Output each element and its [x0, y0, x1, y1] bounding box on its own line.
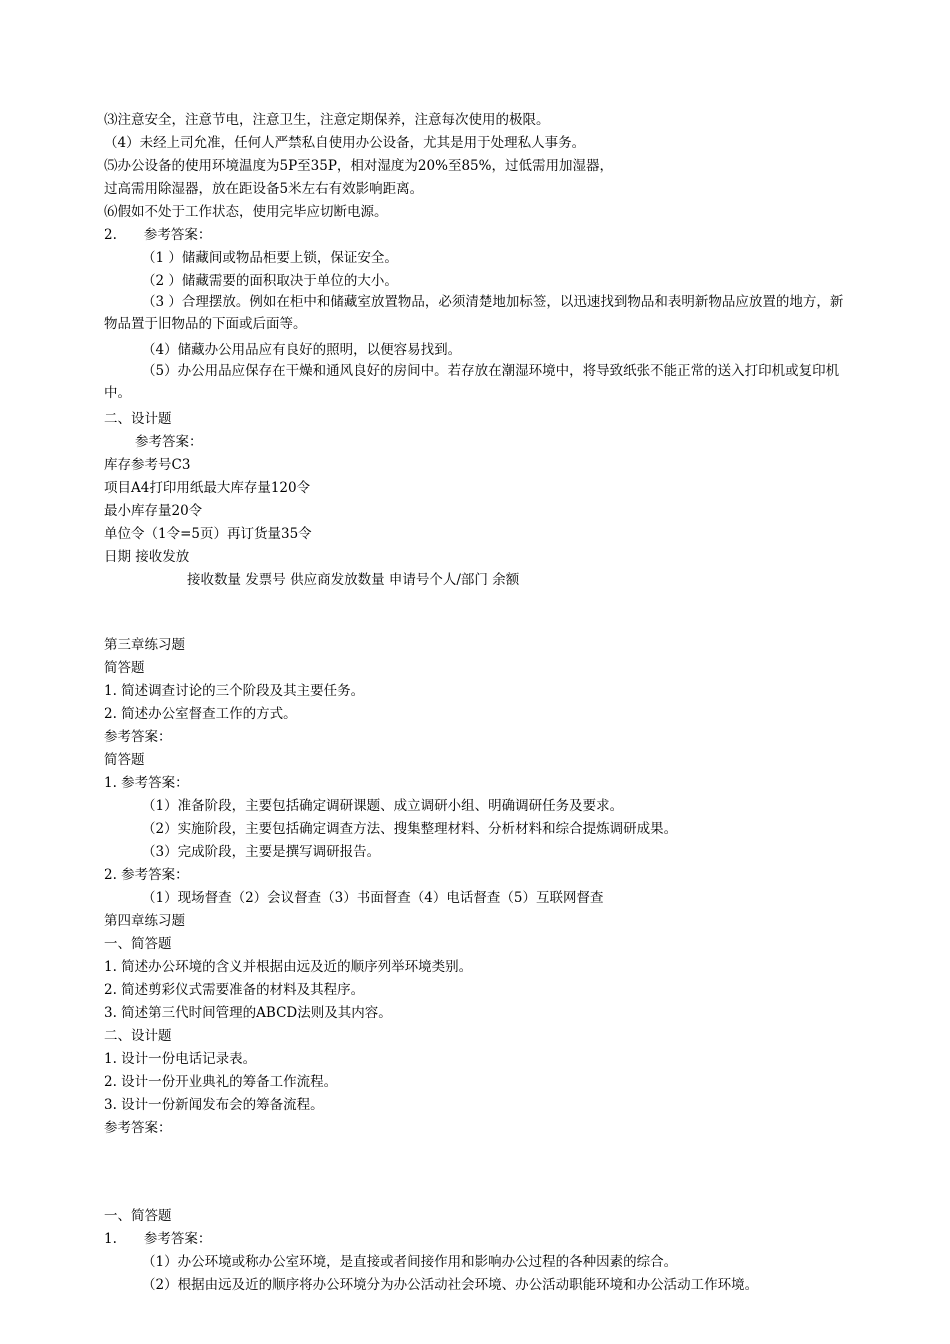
section-heading: 二、设计题: [104, 1028, 172, 1044]
text-line: （1 ）储藏间或物品柜要上锁，保证安全。: [142, 250, 398, 266]
question-line: 2. 设计一份开业典礼的筹备工作流程。: [104, 1074, 338, 1090]
answer-heading: 参考答案：: [104, 1120, 172, 1136]
text-line: （1）办公环境或称办公室环境，是直接或者间接作用和影响办公过程的各种因素的综合。: [142, 1254, 678, 1270]
text-line: 库存参考号C3: [104, 457, 191, 473]
text-line: （3）完成阶段，主要是撰写调研报告。: [142, 844, 381, 860]
text-line: 过高需用除湿器，放在距设备5米左右有效影响距离。: [104, 181, 424, 197]
answer-heading: 1. 参考答案：: [104, 775, 189, 791]
answer-heading: 2. 参考答案：: [104, 867, 189, 883]
text-line: （1）准备阶段，主要包括确定调研课题、成立调研小组、明确调研任务及要求。: [142, 798, 624, 814]
section-heading: 一、简答题: [104, 936, 172, 952]
text-line: （2 ）储藏需要的面积取决于单位的大小。: [142, 273, 398, 289]
text-line: ⑸办公设备的使用环境温度为5P至35P，相对湿度为20%至85%，过低需用加湿器，: [104, 158, 613, 174]
text-line: （2）根据由远及近的顺序将办公环境分为办公活动社会环境、办公活动职能环境和办公活动工作环境。: [142, 1277, 759, 1293]
section-heading: 二、设计题: [104, 411, 172, 427]
answer-heading: 参考答案：: [135, 434, 203, 450]
question-line: 1. 设计一份电话记录表。: [104, 1051, 257, 1067]
question-line: 1. 简述办公环境的含义并根据由远及近的顺序列举环境类别。: [104, 959, 473, 975]
question-line: 1. 简述调查讨论的三个阶段及其主要任务。: [104, 683, 365, 699]
text-paragraph: （3 ）合理摆放。例如在柜中和储藏室放置物品，必须清楚地加标签，以迅速找到物品和表明新物品应放置的地方，新物品置于旧物品的下面或后面等。: [104, 294, 844, 332]
text-line: （4）储藏办公用品应有良好的照明，以便容易找到。: [142, 342, 462, 358]
text-line: 项目A4打印用纸最大库存量120令: [104, 480, 311, 496]
section-heading: 简答题: [104, 752, 145, 768]
text-line: ⑶注意安全，注意节电，注意卫生，注意定期保养，注意每次使用的极限。: [104, 112, 550, 128]
answer-heading: 2. 参考答案：: [104, 227, 212, 243]
text-line: （2）实施阶段，主要包括确定调查方法、搜集整理材料、分析材料和综合提炼调研成果。: [142, 821, 678, 837]
question-line: 2. 简述办公室督查工作的方式。: [104, 706, 297, 722]
chapter-heading: 第四章练习题: [104, 913, 185, 929]
section-heading: 简答题: [104, 660, 145, 676]
question-line: 3. 简述第三代时间管理的ABCD法则及其内容。: [104, 1005, 392, 1021]
question-line: 3. 设计一份新闻发布会的筹备流程。: [104, 1097, 324, 1113]
chapter-heading: 第三章练习题: [104, 637, 185, 653]
text-paragraph: （5）办公用品应保存在干燥和通风良好的房间中。若存放在潮湿环境中，将导致纸张不能正常的送入打印机或复印机中。: [104, 363, 840, 401]
text-line: 日期 接收发放: [104, 549, 190, 565]
text-line: （1）现场督查（2）会议督查（3）书面督查（4）电话督查（5）互联网督查: [142, 890, 604, 906]
text-line: ⑹假如不处于工作状态，使用完毕应切断电源。: [104, 204, 388, 220]
question-line: 2. 简述剪彩仪式需要准备的材料及其程序。: [104, 982, 365, 998]
text-line: 单位令（1令=5页）再订货量35令: [104, 526, 312, 542]
answer-heading: 参考答案：: [104, 729, 172, 745]
answer-heading: 1. 参考答案：: [104, 1231, 212, 1247]
text-line: 最小库存量20令: [104, 503, 203, 519]
text-line: 接收数量 发票号 供应商发放数量 申请号个人/部门 余额: [187, 572, 520, 588]
section-heading: 一、简答题: [104, 1208, 172, 1224]
text-line: （4）未经上司允准，任何人严禁私自使用办公设备，尤其是用于处理私人事务。: [104, 135, 586, 151]
